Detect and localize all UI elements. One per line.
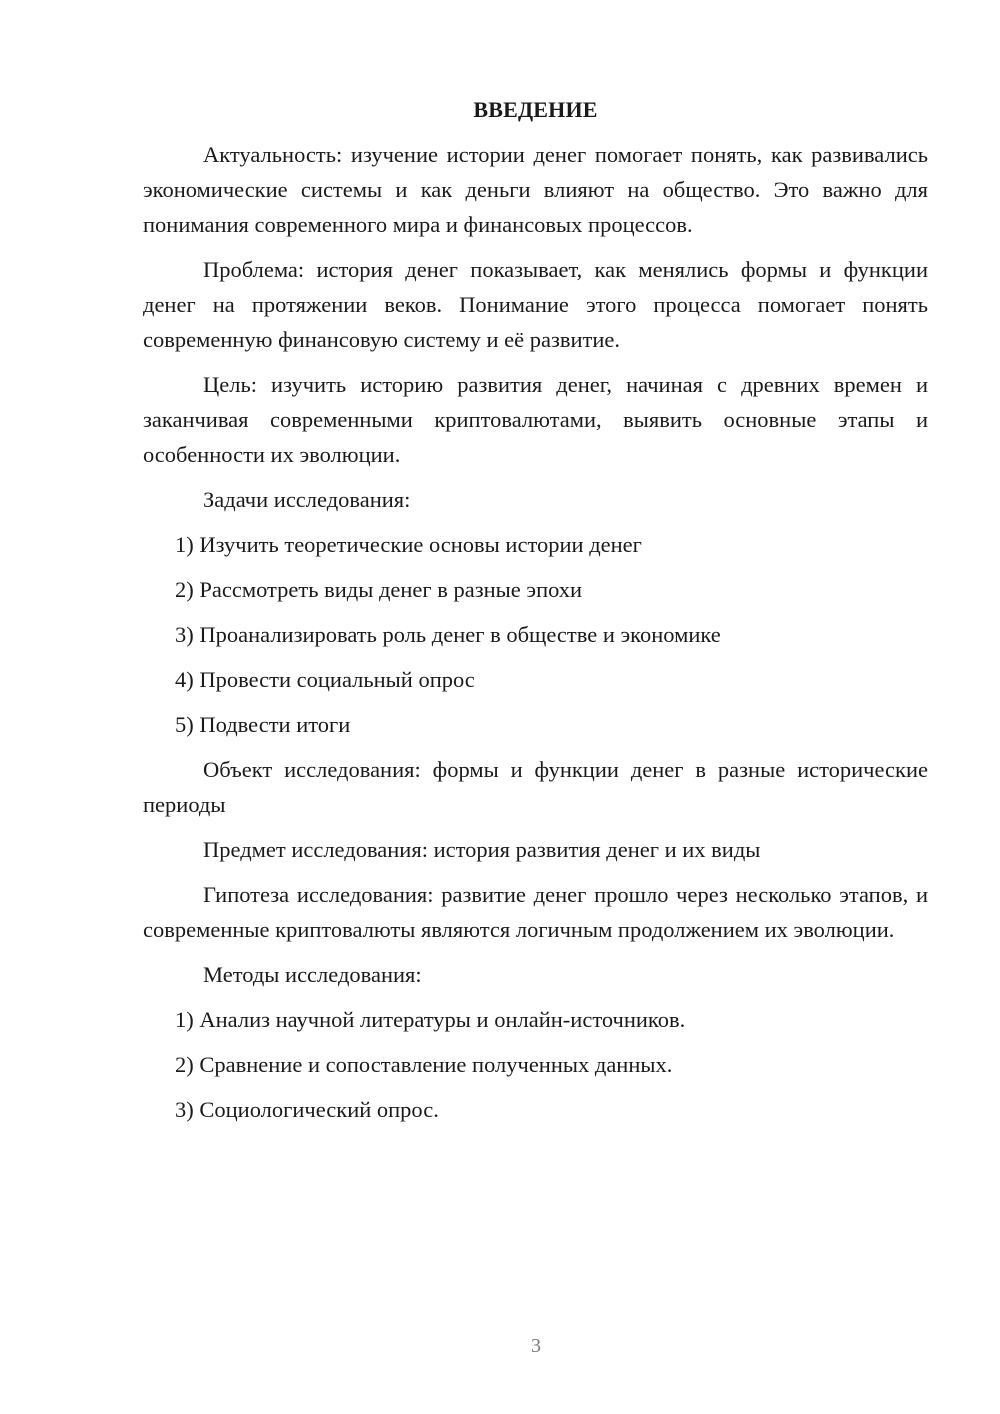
list-item: 2) Сравнение и сопоставление полученных данных.	[175, 1052, 673, 1077]
object-paragraph: Объект исследования: формы и функции денег в разные исторические периоды	[143, 757, 928, 817]
subject-paragraph: Предмет исследования: история развития денег и их виды	[203, 837, 761, 862]
tasks-heading: Задачи исследования:	[203, 487, 411, 512]
document-title: ВВЕДЕНИЕ	[473, 97, 598, 122]
list-item: 2) Рассмотреть виды денег в разные эпохи	[175, 577, 583, 602]
goal-paragraph: Цель: изучить историю развития денег, начиная с древних времен и заканчивая современными криптовалютами, выявить основные этапы и особенности их эволюции.	[143, 372, 928, 467]
document-page	[143, 92, 928, 1137]
tasks-list	[143, 527, 928, 742]
relevance-paragraph: Актуальность: изучение истории денег помогает понять, как развивались экономические системы и как деньги влияют на общество. Это важно для понимания современного мира и финансовых процессов.	[143, 142, 928, 237]
list-item: 1) Изучить теоретические основы истории денег	[175, 532, 642, 557]
problem-paragraph: Проблема: история денег показывает, как менялись формы и функции денег на протяжении веков. Понимание этого процесса помогает понять современную финансовую систему и её развитие.	[143, 257, 928, 352]
list-item: 3) Социологический опрос.	[175, 1097, 439, 1122]
list-item: 1) Анализ научной литературы и онлайн-источников.	[175, 1007, 686, 1032]
methods-list	[143, 1002, 928, 1127]
hypothesis-paragraph: Гипотеза исследования: развитие денег прошло через несколько этапов, и современные криптовалюты являются логичным продолжением их эволюции.	[143, 882, 928, 942]
page-number: 3	[531, 1335, 541, 1357]
list-item: 3) Проанализировать роль денег в обществе и экономике	[175, 622, 721, 647]
methods-heading: Методы исследования:	[203, 962, 422, 987]
list-item: 5) Подвести итоги	[175, 712, 351, 737]
list-item: 4) Провести социальный опрос	[175, 667, 475, 692]
